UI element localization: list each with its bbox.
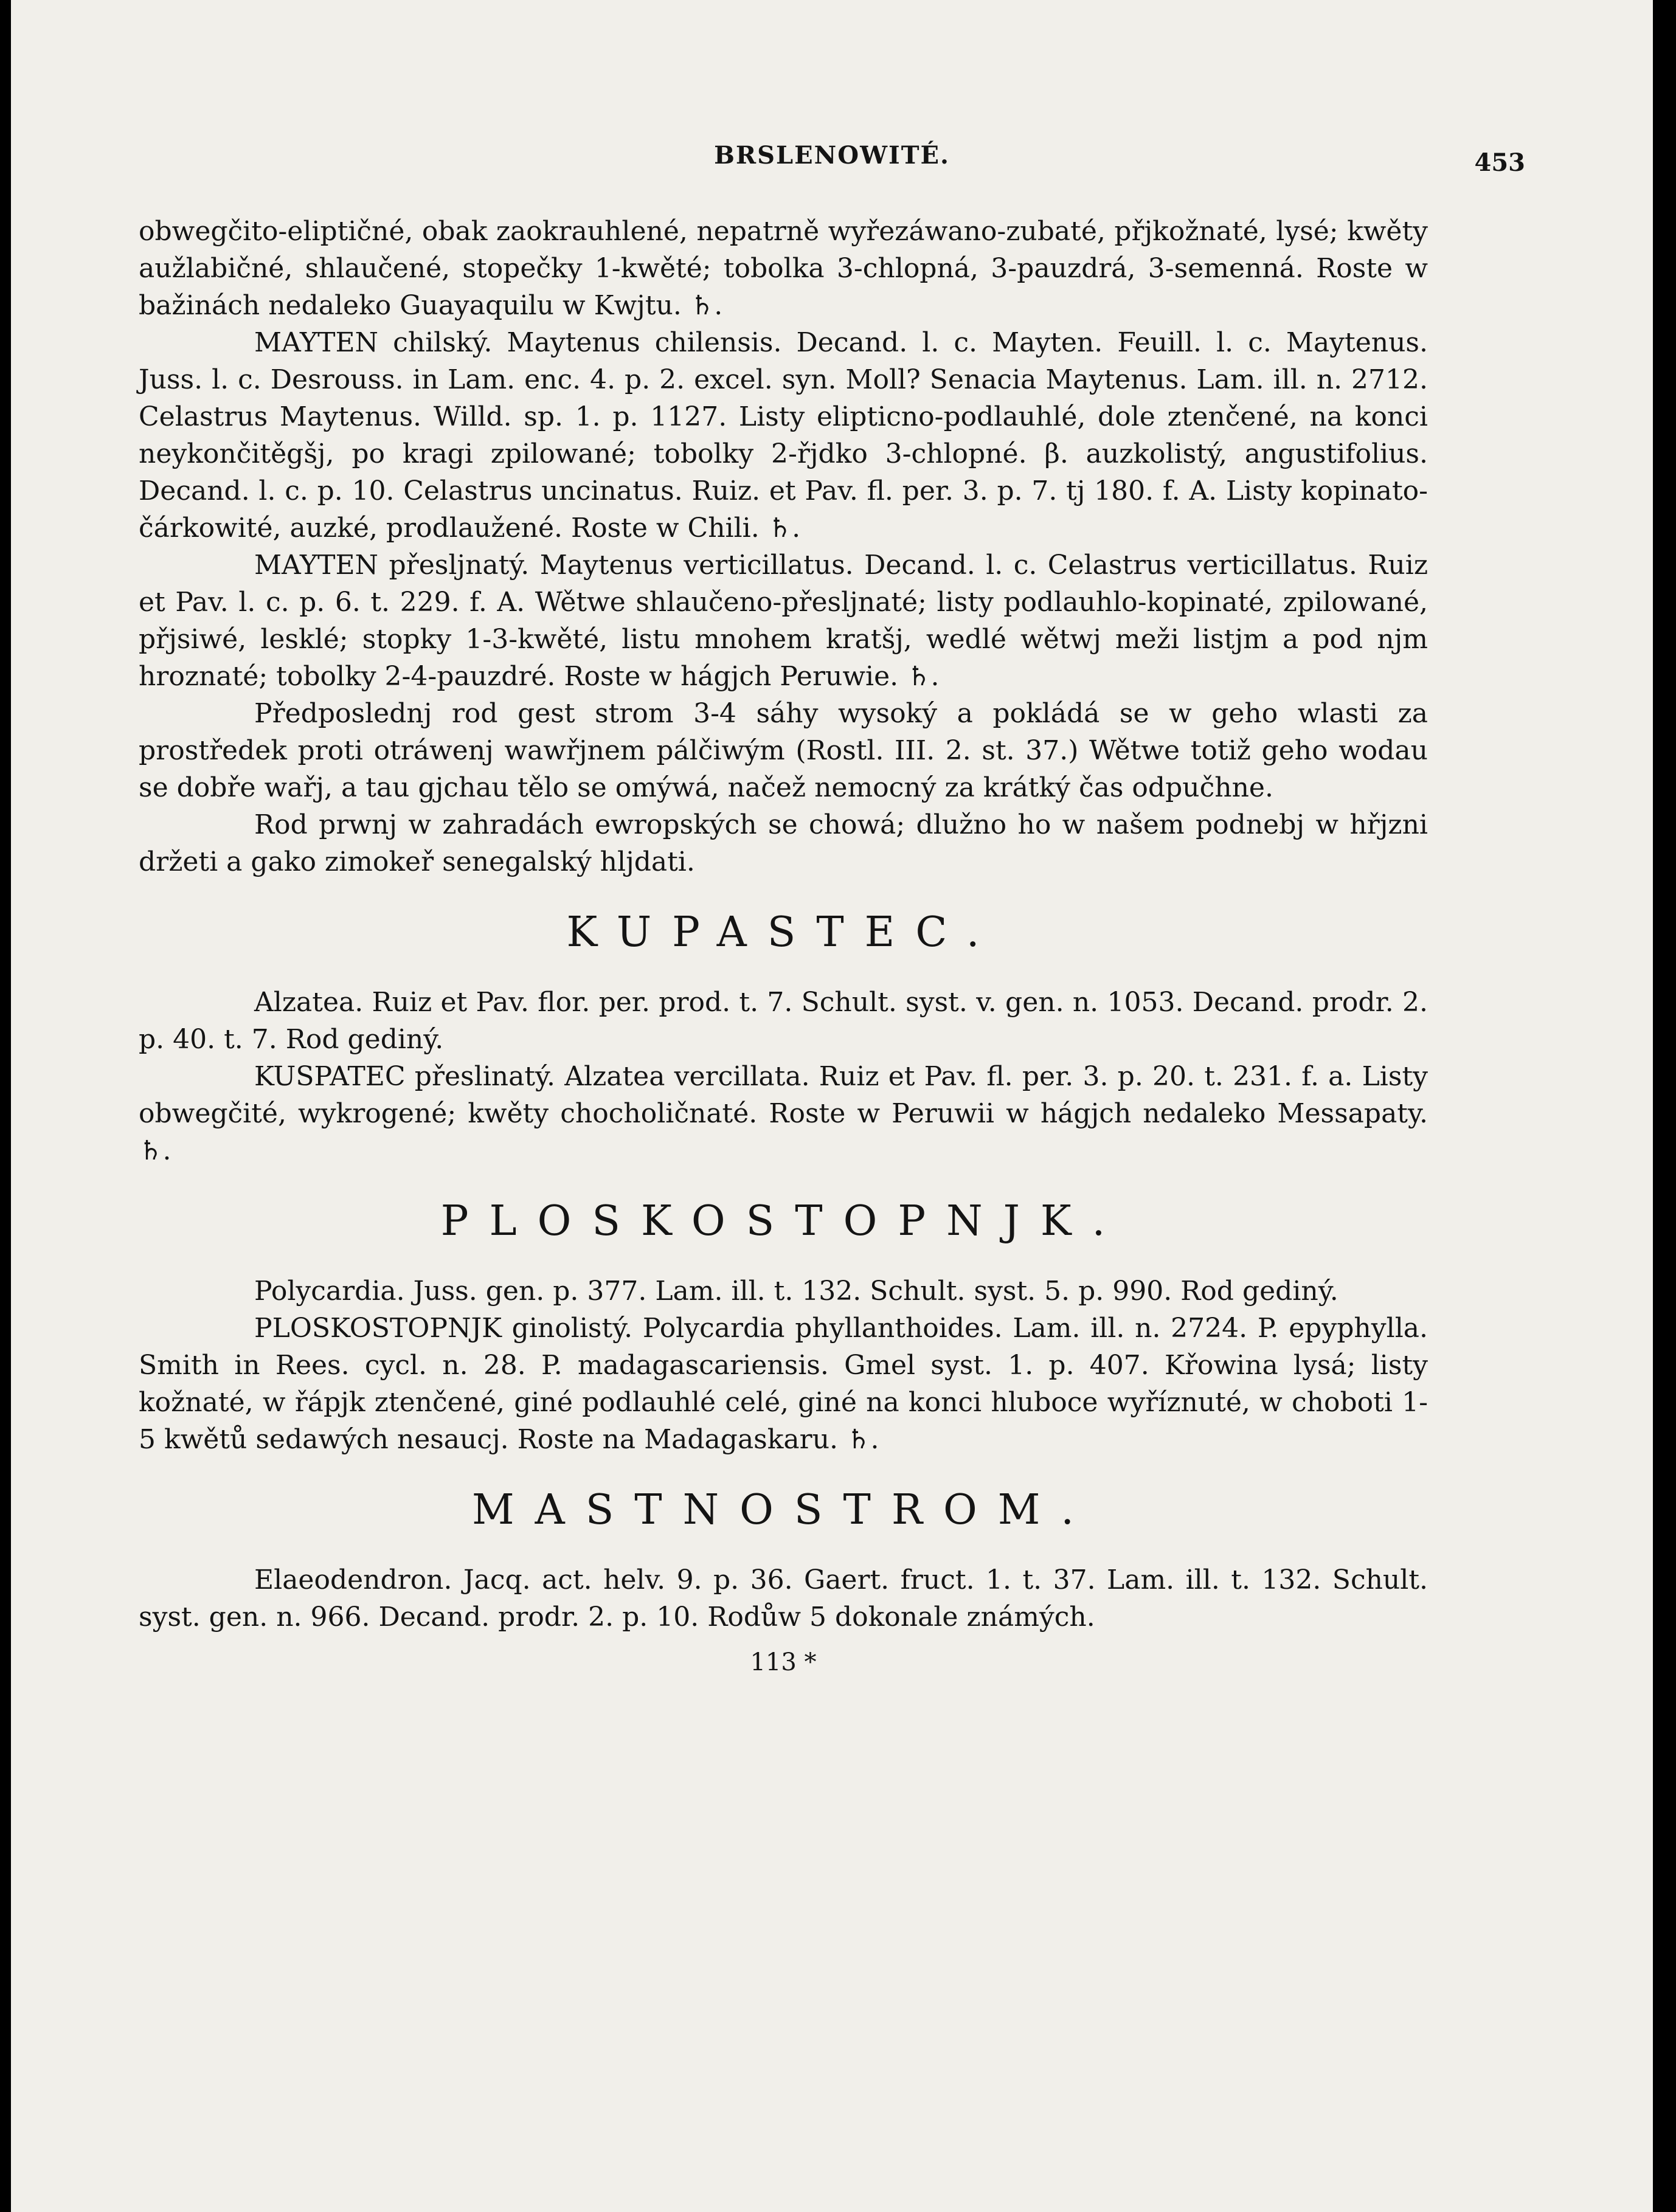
page-number: 453 <box>1474 148 1525 177</box>
page-header <box>139 141 1525 190</box>
paragraph-kuspatec: KUSPATEC přeslinatý. Alzatea vercillata. Ruiz et Pav. fl. per. 3. p. 20. t. 231. f. a. Listy obwegčité, wykrogené; kwěty chocholičnaté. Roste w Peruwii w hágjch nedaleko Messapaty. ♄. <box>139 1061 1428 1166</box>
running-head: BRSLENOWITÉ. <box>714 141 950 170</box>
paragraph-elaeodendron: Elaeodendron. Jacq. act. helv. 9. p. 36. Gaert. fruct. 1. t. 37. Lam. ill. t. 132. Schult. syst. gen. n. 966. Decand. prodr. 2. p. 10. Rodůw 5 dokonale známých. <box>139 1564 1428 1633</box>
paragraph-polycardia: Polycardia. Juss. gen. p. 377. Lam. ill. t. 132. Schult. syst. 5. p. 990. Rod gediný. <box>254 1276 1338 1307</box>
paragraph-predposledni-rod: Předposlednj rod gest strom 3-4 sáhy wysoký a pokládá se w geho wlasti za prostředek proti otráwenj wawřjnem pálčiwým (Rostl. III. 2. st. 37.) Wětwe totiž geho wodau se dobře wařj, a tau gjchau tělo se omýwá, načež nemocný za krátký čas odpučhne. <box>139 698 1428 803</box>
section-title-mastnostrom: MASTNOSTROM. <box>471 1486 1095 1534</box>
paragraph-ploskostopnjk-ginolisty: PLOSKOSTOPNJK ginolistý. Polycardia phyllanthoides. Lam. ill. n. 2724. P. epyphylla. Smith in Rees. cycl. n. 28. P. madagascariensis. Gmel syst. 1. p. 407. Křowina lysá; listy kožnaté, w řápjk ztenčené, giné podlauhlé celé, giné na konci hluboce wyříznuté, w choboti 1-5 kwětů sedawých nesaucj. Roste na Madagaskaru. ♄. <box>139 1313 1428 1455</box>
section-title-kupastec: KUPASTEC. <box>566 908 1000 956</box>
signature-mark: 113 * <box>750 1648 817 1676</box>
paragraph-alzatea: Alzatea. Ruiz et Pav. flor. per. prod. t. 7. Schult. syst. v. gen. n. 1053. Decand. prodr. 2. p. 40. t. 7. Rod gediný. <box>139 987 1428 1055</box>
paragraph-mayten-chilsky: MAYTEN chilský. Maytenus chilensis. Decand. l. c. Mayten. Feuill. l. c. Maytenus. Juss. l. c. Desrouss. in Lam. enc. 4. p. 2. excel. syn. Moll? Senacia Maytenus. Lam. ill. n. 2712. Celastrus Maytenus. Willd. sp. 1. p. 1127. Listy elipticno-podlauhlé, dole ztenčené, na konci neykončitěgšj, po kragi zpilowané; tobolky 2-řjdko 3-chlopné. β. auzkolistý, angustifolius. Decand. l. c. p. 10. Celastrus uncinatus. Ruiz. et Pav. fl. per. 3. p. 7. tj 180. f. A. Listy kopinato-čárkowité, auzké, prodlaužené. Roste w Chili. ♄. <box>139 327 1428 544</box>
paragraph-continuation: obwegčito-eliptičné, obak zaokrauhlené, nepatrně wyřezáwano-zubaté, přjkožnaté, lysé; kwěty aužlabičné, shlaučené, stopečky 1-kwěté; tobolka 3-chlopná, 3-pauzdrá, 3-semenná. Roste w bažinách nedaleko Guayaquilu w Kwjtu. ♄. <box>139 216 1428 321</box>
paragraph-mayten-preslinaty: MAYTEN přesljnatý. Maytenus verticillatus. Decand. l. c. Celastrus verticillatus. Ruiz et Pav. l. c. p. 6. t. 229. f. A. Wětwe shlaučeno-přesljnaté; listy podlauhlo-kopinaté, zpilowané, přjsiwé, lesklé; stopky 1-3-kwěté, listu mnohem kratšj, wedlé wětwj meži listjm a pod njm hroznaté; tobolky 2-4-pauzdré. Roste w hágjch Peruwie. ♄. <box>139 550 1428 692</box>
paragraph-rod-prwni: Rod prwnj w zahradách ewropských se chowá; dlužno ho w našem podnebj w hřjzni držeti a gako zimokeř senegalský hljdati. <box>139 809 1428 877</box>
document-page <box>11 0 1653 2212</box>
section-title-ploskostopnjk: PLOSKOSTOPNJK. <box>440 1197 1126 1245</box>
page-body <box>139 213 1428 1681</box>
